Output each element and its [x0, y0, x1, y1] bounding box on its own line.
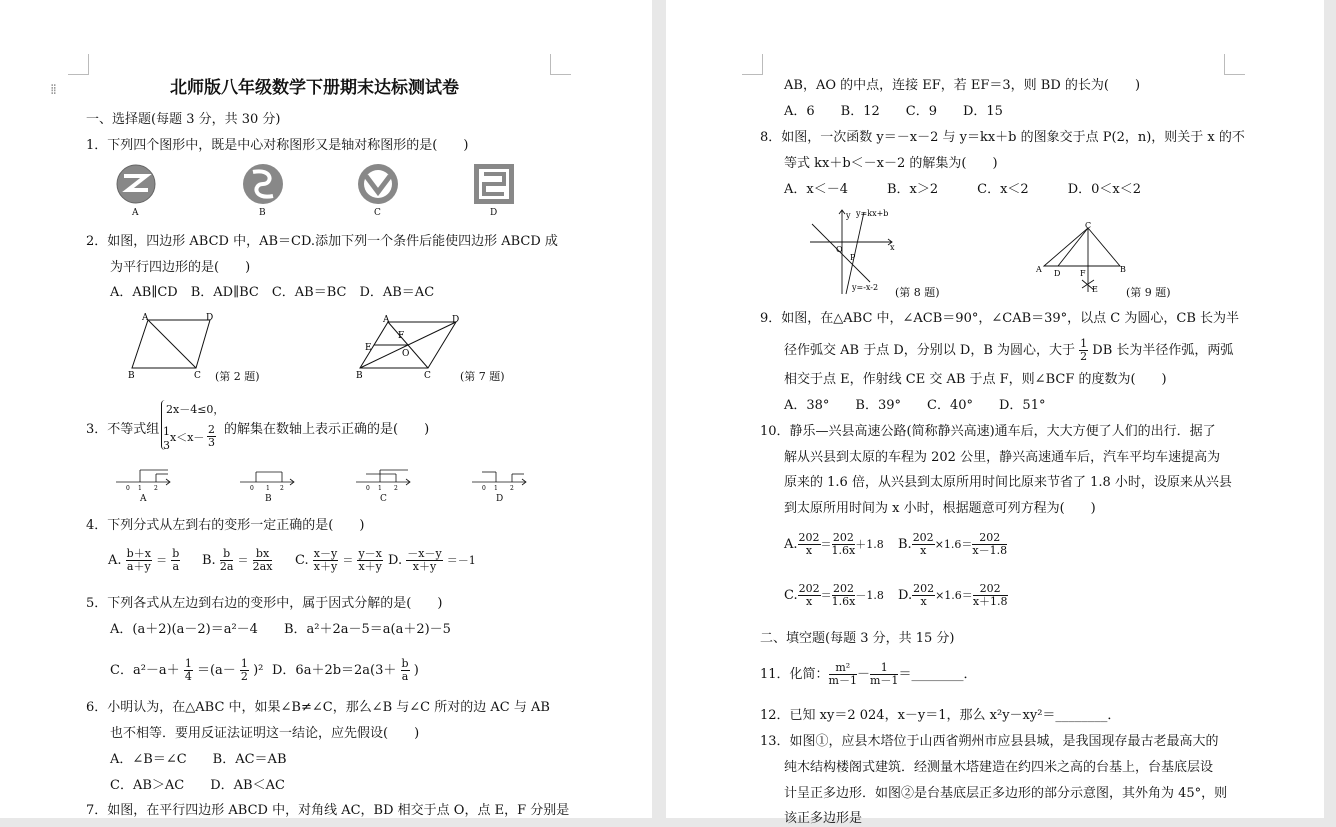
symbol-d-icon: [474, 164, 514, 204]
symbol-b-icon: [243, 164, 283, 204]
q3-option-label: A: [140, 494, 147, 504]
frac-num: 202: [913, 582, 935, 595]
frac-num: 202: [832, 531, 854, 544]
q1-option-label: A: [132, 208, 139, 218]
question-13-line4: 该正多边形是: [784, 811, 863, 826]
svg-text:1: 1: [138, 485, 142, 492]
fig9-label-e: E: [1092, 285, 1098, 294]
question-4: 4．下列分式从左到右的变形一定正确的是( ): [86, 518, 365, 533]
margin-corner-mark: [742, 54, 763, 75]
question-13-line1: 13．如图①，应县木塔位于山西省朔州市应县县城，是我国现存最古老最高大的: [760, 734, 1219, 749]
frac-den: 2: [240, 670, 248, 683]
q4-option-b: [202, 548, 272, 573]
question-3-suffix: 的解集在数轴上表示正确的是( ): [224, 422, 430, 437]
frac-num: x－y: [313, 547, 338, 560]
frac-num: b: [172, 547, 180, 560]
expr-text: )²: [253, 663, 264, 678]
svg-text:0: 0: [482, 485, 486, 492]
frac-den: 2: [1080, 350, 1088, 363]
frac-num: 1: [870, 662, 898, 675]
frac-den: x: [920, 595, 927, 608]
frac-num: 202: [798, 531, 820, 544]
figure-7-caption: (第 7 题): [460, 370, 505, 383]
option-letter: D.: [388, 553, 403, 568]
q3-inequality-2-num: 1: [163, 425, 170, 438]
svg-text:1: 1: [378, 485, 382, 492]
figure-2-caption: (第 2 题): [215, 370, 260, 383]
q1-symbols: [110, 160, 530, 220]
q4-option-a: [108, 548, 180, 573]
svg-text:1: 1: [266, 485, 270, 492]
margin-corner-mark: [68, 54, 89, 75]
question-2-options: A．AB∥CD B．AD∥BC C．AB＝BC D．AB＝AC: [110, 285, 435, 300]
frac-num: 202: [912, 531, 934, 544]
frac-den: m－1: [870, 674, 899, 687]
frac-den: 2a: [219, 560, 234, 573]
fig9-label-f: F: [1080, 269, 1086, 278]
fig9-label-d: D: [1054, 269, 1061, 278]
q4-option-d: [388, 548, 476, 573]
q1-option-label: C: [374, 208, 381, 218]
figure-8-graph: [806, 206, 906, 298]
q3-inequality-1: 2x－4≤0，: [166, 403, 225, 416]
svg-text:1: 1: [494, 485, 498, 492]
svg-text:0: 0: [126, 485, 130, 492]
q3-inequality-2-den: 3: [163, 439, 170, 452]
text-part: DB 长为半径作弧，两弧: [1092, 343, 1234, 358]
fig8-label-x: x: [890, 243, 895, 252]
drag-handle-icon[interactable]: ⁞⁞: [50, 82, 55, 98]
question-10-line4: 到太原所用时间为 x 小时，根据题意可列方程为( ): [784, 501, 1096, 516]
margin-corner-mark: [550, 54, 571, 75]
option-letter: B.: [898, 537, 912, 552]
text-part: 11．化简：: [760, 667, 829, 682]
frac-num: y－x: [358, 547, 382, 560]
frac-den: x＋y: [358, 560, 382, 573]
q10-option-b: [898, 532, 1007, 557]
frac-den: x＋1.8: [972, 595, 1008, 608]
question-8-line1: 8．如图，一次函数 y＝－x－2 与 y＝kx＋b 的图象交于点 P(2，n)，则关于 x 的不: [760, 130, 1245, 145]
fig7-label-d: D: [452, 315, 460, 325]
question-9-line2: [784, 338, 1233, 363]
q9-options: A．38° B．39° C．40° D．51°: [784, 398, 1046, 413]
svg-text:2: 2: [154, 485, 158, 492]
q5-option-d: [272, 658, 419, 683]
frac-num: b: [401, 657, 409, 670]
expr-text: －1.8: [855, 589, 884, 602]
question-10-line2: 解从兴县到太原的车程为 202 公里，静兴高速通车后，汽车平均车速提高为: [784, 450, 1221, 465]
margin-corner-mark: [1224, 54, 1245, 75]
fig8-label-line1: y=kx+b: [856, 209, 889, 218]
document-page-right: [666, 0, 1324, 826]
expr-text: D．6a＋2b＝2a(3＋: [272, 663, 397, 678]
fig2-label-c: C: [194, 371, 201, 381]
question-7-line1: 7．如图，在平行四边形 ABCD 中，对角线 AC，BD 相交于点 O，点 E，F 分别是: [86, 803, 570, 818]
frac-den: x＋y: [313, 560, 338, 573]
question-5: 5．下列各式从左边到右边的变形中，属于因式分解的是( ): [86, 596, 443, 611]
fig8-label-p: P: [850, 253, 856, 262]
frac-den: 2ax: [252, 560, 273, 573]
option-letter: C.: [784, 588, 798, 603]
fig8-label-y: y: [846, 211, 851, 220]
q10-option-a: [784, 532, 884, 557]
expr-text: ×1.6＝: [935, 589, 973, 602]
question-3-prefix: 3．不等式组: [86, 422, 160, 437]
equals-value: ＝－1: [446, 554, 476, 567]
fig2-label-a: A: [142, 313, 149, 323]
question-2-line2: 为平行四边形的是( ): [110, 260, 251, 275]
svg-text:2: 2: [280, 485, 284, 492]
frac-den: 4: [184, 670, 192, 683]
q10-option-d: [898, 583, 1008, 608]
frac-num: －x－y: [407, 547, 442, 560]
text-part: －: [856, 667, 870, 682]
frac-num: 202: [973, 583, 1008, 596]
expr-text: ＝: [820, 538, 832, 551]
frac-den: x＋y: [412, 560, 437, 573]
q3-inequality-2: x＜x－: [170, 431, 205, 444]
expr-text: C．a²－a＋: [110, 663, 180, 678]
q3-option-label: D: [496, 494, 504, 504]
document-page-left: [0, 0, 652, 818]
fig9-label-c: C: [1085, 221, 1092, 230]
q3-option-label: C: [380, 494, 387, 504]
frac-den: a: [172, 560, 179, 573]
q3-frac-den: 3: [208, 436, 215, 449]
frac-num: 1: [1080, 337, 1088, 350]
text-part: 径作弧交 AB 于点 D，分别以 D，B 为圆心，大于: [784, 343, 1076, 358]
frac-num: 1: [240, 657, 248, 670]
frac-den: a: [401, 670, 409, 683]
text-part: ＝________．: [898, 667, 977, 682]
frac-num: b: [220, 548, 234, 561]
frac-num: 1: [184, 657, 192, 670]
q10-option-c: [784, 583, 884, 608]
question-12: 12．已知 xy＝2 024，x－y＝1，那么 x²y－xy²＝________．: [760, 708, 1121, 723]
question-11: [760, 662, 976, 687]
q3-option-label: B: [265, 494, 272, 504]
fig8-label-o: O: [836, 245, 843, 254]
q1-option-label: D: [490, 208, 498, 218]
q7-options: A．6 B．12 C．9 D．15: [784, 104, 1003, 119]
question-13-line2: 纯木结构楼阁式建筑．经测量木塔建造在约四米之高的台基上，台基底层设: [784, 760, 1214, 775]
frac-den: m－1: [828, 674, 857, 687]
frac-den: x: [920, 544, 927, 557]
q6-options-ab: A．∠B＝∠C B．AC＝AB: [110, 752, 287, 767]
q1-option-label: B: [259, 208, 266, 218]
frac-den: x－1.8: [972, 544, 1008, 557]
page-title: 北师版八年级数学下册期末达标测试卷: [170, 78, 459, 98]
figure-8-caption: (第 8 题): [895, 286, 940, 299]
q5-option-c: [110, 658, 263, 683]
question-1: 1．下列四个图形中，既是中心对称图形又是轴对称图形的是( ): [86, 138, 469, 153]
fig8-label-line2: y=-x-2: [852, 283, 879, 292]
option-letter: C.: [295, 553, 309, 568]
svg-text:0: 0: [366, 485, 370, 492]
svg-text:2: 2: [510, 485, 514, 492]
frac-num: bx: [253, 548, 273, 561]
section-heading: 一、选择题(每题 3 分，共 30 分): [86, 112, 281, 127]
equals-sign: ＝: [156, 554, 168, 567]
fig7-label-b: B: [356, 371, 363, 381]
question-6-line2: 也不相等．要用反证法证明这一结论，应先假设( ): [110, 726, 420, 741]
equals-sign: ＝: [237, 554, 249, 567]
expr-text: ＋1.8: [855, 538, 884, 551]
question-6-line1: 6．小明认为，在△ABC 中，如果∠B≠∠C，那么∠B 与∠C 所对的边 AC 与 AB: [86, 700, 550, 715]
figure-7-parallelogram: [360, 322, 456, 368]
figure-2-parallelogram: [132, 320, 210, 368]
option-letter: A.: [784, 537, 798, 552]
fig2-label-b: B: [128, 371, 135, 381]
frac-den: 1.6x: [831, 595, 856, 608]
expr-text: ×1.6＝: [934, 538, 973, 551]
section-heading: 二、填空题(每题 3 分，共 15 分): [760, 631, 955, 646]
fig7-label-a: A: [383, 315, 390, 325]
fig7-label-f: F: [398, 331, 405, 341]
q3-fraction: [207, 424, 216, 449]
q8-options: A．x＜－4 B．x＞2 C．x＜2 D．0＜x＜2: [784, 182, 1141, 197]
q5-options-ab: A．(a＋2)(a－2)＝a²－4 B．a²＋2a－5＝a(a＋2)－5: [110, 622, 451, 637]
q4-option-c: [295, 548, 383, 573]
fig7-label-e: E: [365, 343, 372, 353]
question-2-line1: 2．如图，四边形 ABCD 中，AB＝CD.添加下列一个条件后能使四边形 ABCD 成: [86, 234, 558, 249]
q3-number-lines: [110, 462, 540, 496]
frac-num: 202: [798, 582, 820, 595]
option-letter: D.: [898, 588, 913, 603]
option-letter: B.: [202, 553, 216, 568]
option-letter: A.: [108, 553, 122, 568]
figure-9-triangle: [1034, 218, 1134, 298]
question-13-line3: 计呈正多边形．如图②是台基底层正多边形的部分示意图，其外角为 45°，则: [784, 786, 1228, 801]
question-9-line3: 相交于点 E，作射线 CE 交 AB 于点 F，则∠BCF 的度数为( ): [784, 372, 1167, 387]
expr-text: ): [413, 663, 419, 678]
frac-den: a＋y: [126, 560, 151, 573]
question-9-line1: 9．如图，在△ABC 中，∠ACB＝90°，∠CAB＝39°，以点 C 为圆心，CB 长为半: [760, 311, 1240, 326]
question-8-line2: 等式 kx＋b＜－x－2 的解集为( ): [784, 156, 998, 171]
q3-frac-num: 2: [208, 423, 215, 436]
equals-sign: ＝: [342, 554, 354, 567]
expr-text: ＝(a－: [196, 663, 236, 678]
frac-den: 1.6x: [831, 544, 856, 557]
svg-text:0: 0: [250, 485, 254, 492]
question-10-line1: 10．静乐—兴县高速公路(简称静兴高速)通车后，大大方便了人们的出行．据了: [760, 424, 1216, 439]
expr-text: ＝: [820, 589, 832, 602]
question-7-line2: AB，AO 的中点，连接 EF，若 EF＝3，则 BD 的长为( ): [784, 78, 1141, 93]
fig7-label-o: O: [402, 349, 410, 359]
frac-num: 202: [972, 532, 1007, 545]
symbol-c-icon: [358, 164, 398, 204]
symbol-a-icon: [117, 165, 155, 203]
frac-den: x: [806, 595, 813, 608]
frac-num: 202: [832, 582, 854, 595]
question-10-line3: 原来的 1.6 倍，从兴县到太原所用时间比原来节省了 1.8 小时，设原来从兴县: [784, 475, 1232, 490]
fig9-label-b: B: [1120, 265, 1126, 274]
frac-num: m²: [829, 662, 857, 675]
frac-den: x: [805, 544, 813, 557]
figure-9-caption: (第 9 题): [1126, 286, 1171, 299]
svg-text:2: 2: [394, 485, 398, 492]
frac-num: b＋x: [126, 547, 151, 560]
fig2-label-d: D: [206, 313, 214, 323]
fig9-label-a: A: [1036, 265, 1042, 274]
fig7-label-c: C: [424, 371, 431, 381]
q6-options-cd: C．AB＞AC D．AB＜AC: [110, 778, 285, 793]
